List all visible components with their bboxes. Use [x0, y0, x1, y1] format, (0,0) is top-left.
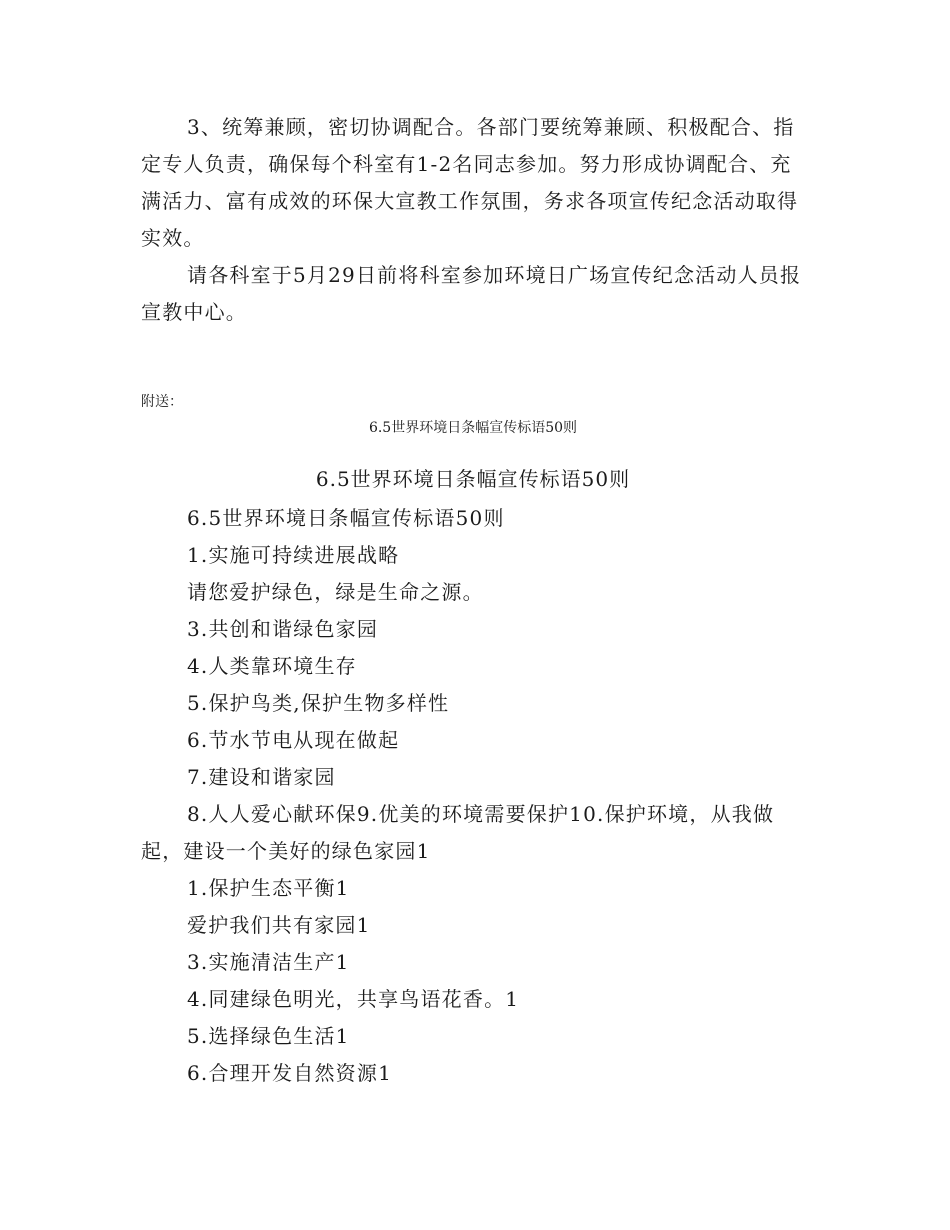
slogan-item: 6.合理开发自然资源1 — [187, 1061, 393, 1085]
slogan-item: 8.人人爱心献环保9.优美的环境需要保护10.保护环境，从我做起，建设一个美好的绿色家园1 — [141, 802, 775, 863]
slogan-item: 6.5世界环境日条幅宣传标语50则 — [187, 506, 505, 530]
slogan-item: 4.同建绿色明光，共享鸟语花香。1 — [187, 987, 520, 1011]
paragraph-submission-notice — [141, 257, 805, 331]
paragraph-coordination — [141, 109, 805, 257]
attachment-label: 附送： — [141, 394, 183, 410]
slogan-item: 3.实施清洁生产1 — [187, 950, 350, 974]
slogan-list — [141, 500, 805, 1092]
slogan-item: 3.共创和谐绿色家园 — [187, 617, 379, 641]
paragraph-submission-text: 请各科室于5月29日前将科室参加环境日广场宣传纪念活动人员报宣教中心。 — [141, 263, 802, 324]
slogan-item: 爱护我们共有家园1 — [187, 913, 371, 937]
slogan-item: 1.实施可持续进展战略 — [187, 543, 400, 567]
slogan-item: 6.节水节电从现在做起 — [187, 728, 400, 752]
attachment-small-title: 6.5世界环境日条幅宣传标语50则 — [368, 420, 578, 436]
attachment-main-title: 6.5世界环境日条幅宣传标语50则 — [315, 467, 631, 491]
slogan-item: 1.保护生态平衡1 — [187, 876, 350, 900]
slogan-item: 5.保护鸟类,保护生物多样性 — [187, 691, 450, 715]
slogan-item: 4.人类靠环境生存 — [187, 654, 357, 678]
slogan-item: 7.建设和谐家园 — [187, 765, 336, 789]
slogan-item: 请您爱护绿色，绿是生命之源。 — [187, 580, 484, 604]
paragraph-coordination-text: 3、统筹兼顾，密切协调配合。各部门要统筹兼顾、积极配合、指定专人负责，确保每个科室有1-2名同志参加。努力形成协调配合、充满活力、富有成效的环保大宣教工作氛围，务求各项宣传纪念活动取得实效。 — [141, 115, 799, 250]
slogan-item: 5.选择绿色生活1 — [187, 1024, 350, 1048]
